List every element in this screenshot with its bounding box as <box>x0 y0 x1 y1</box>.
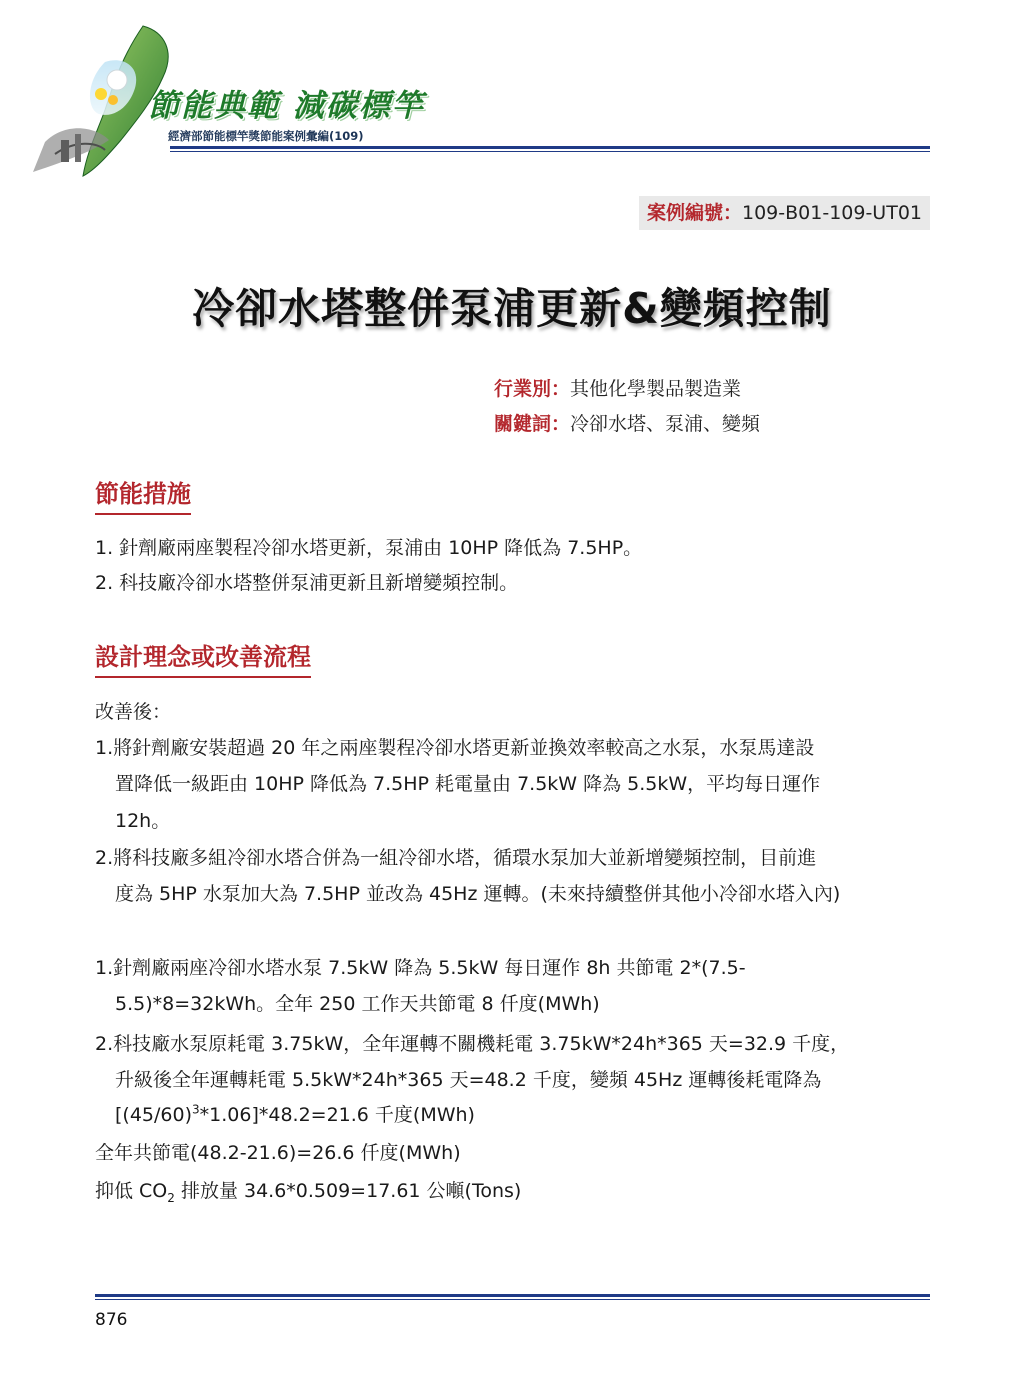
section-heading-design: 設計理念或改善流程 <box>95 637 311 678</box>
formula-exponent: 3 <box>192 1102 200 1117</box>
measure-item-1: 1. 針劑廠兩座製程冷卻水塔更新，泵浦由 10HP 降低為 7.5HP。 <box>95 537 643 559</box>
co2-prefix: 抑低 CO <box>95 1180 168 1202</box>
keywords-label: 關鍵詞： <box>494 413 571 435</box>
co2-subscript: 2 <box>167 1190 175 1205</box>
footer-rule-thin <box>95 1299 930 1300</box>
co2-reduction <box>95 1176 521 1205</box>
co2-suffix: 排放量 34.6*0.509=17.61 公噸(Tons) <box>174 1180 522 1202</box>
paragraph-2-line-2: 度為 5HP 水泵加大為 7.5HP 並改為 45Hz 運轉。(未來持續整併其他小冷卻水塔入內) <box>115 883 841 905</box>
case-number-label: 案例編號： <box>646 202 742 224</box>
brand-title: 節能典範 減碳標竿 <box>148 88 425 124</box>
section-heading-measures: 節能措施 <box>95 474 191 515</box>
paragraph-1-line-2: 置降低一級距由 10HP 降低為 7.5HP 耗電量由 7.5kW 降為 5.5kW，平均每日運作 <box>115 773 821 795</box>
calc-1-line-1: 1.針劑廠兩座冷卻水塔水泵 7.5kW 降為 5.5kW 每日運作 8h 共節電 2*(7.5- <box>95 957 746 979</box>
header-rule <box>170 146 930 149</box>
intro-text: 改善後： <box>95 701 172 723</box>
page-title: 冷卻水塔整併泵浦更新&變頻控制 <box>192 284 832 333</box>
page-number: 876 <box>95 1310 128 1330</box>
measure-item-2: 2. 科技廠冷卻水塔整併泵浦更新且新增變頻控制。 <box>95 572 519 594</box>
case-number-value: 109-B01-109-UT01 <box>742 202 922 224</box>
calc-2-line-2: 升級後全年運轉耗電 5.5kW*24h*365 天=48.2 千度，變頻 45Hz 運轉後耗電降為 <box>115 1069 822 1091</box>
calc-1-line-2: 5.5)*8=32kWh。全年 250 工作天共節電 8 仟度(MWh) <box>115 993 600 1015</box>
formula-prefix: [(45/60) <box>115 1104 192 1126</box>
total-savings: 全年共節電(48.2-21.6)=26.6 仟度(MWh) <box>95 1142 461 1164</box>
industry-line <box>494 374 741 401</box>
footer-rule <box>95 1294 930 1297</box>
paragraph-2-line-1: 2.將科技廠多組冷卻水塔合併為一組冷卻水塔，循環水泵加大並新增變頻控制，目前進 <box>95 847 817 869</box>
paragraph-1-line-1: 1.將針劑廠安裝超過 20 年之兩座製程冷卻水塔更新並換效率較高之水泵，水泵馬達設 <box>95 737 815 759</box>
case-number-box <box>639 196 930 230</box>
brand-subtitle: 經濟部節能標竿獎節能案例彙編(109) <box>168 129 364 143</box>
industry-label: 行業別： <box>494 378 571 400</box>
industry-value: 其他化學製品製造業 <box>570 378 742 400</box>
keywords-line <box>494 409 760 436</box>
formula-suffix: *1.06]*48.2=21.6 千度(MWh) <box>199 1104 475 1126</box>
keywords-value: 冷卻水塔、泵浦、變頻 <box>570 413 761 435</box>
calc-2-line-3 <box>115 1100 475 1127</box>
paragraph-1-line-3: 12h。 <box>115 810 171 832</box>
header-rule-thin <box>170 151 930 152</box>
calc-2-line-1: 2.科技廠水泵原耗電 3.75kW，全年運轉不關機耗電 3.75kW*24h*365 天=32.9 千度， <box>95 1033 850 1055</box>
